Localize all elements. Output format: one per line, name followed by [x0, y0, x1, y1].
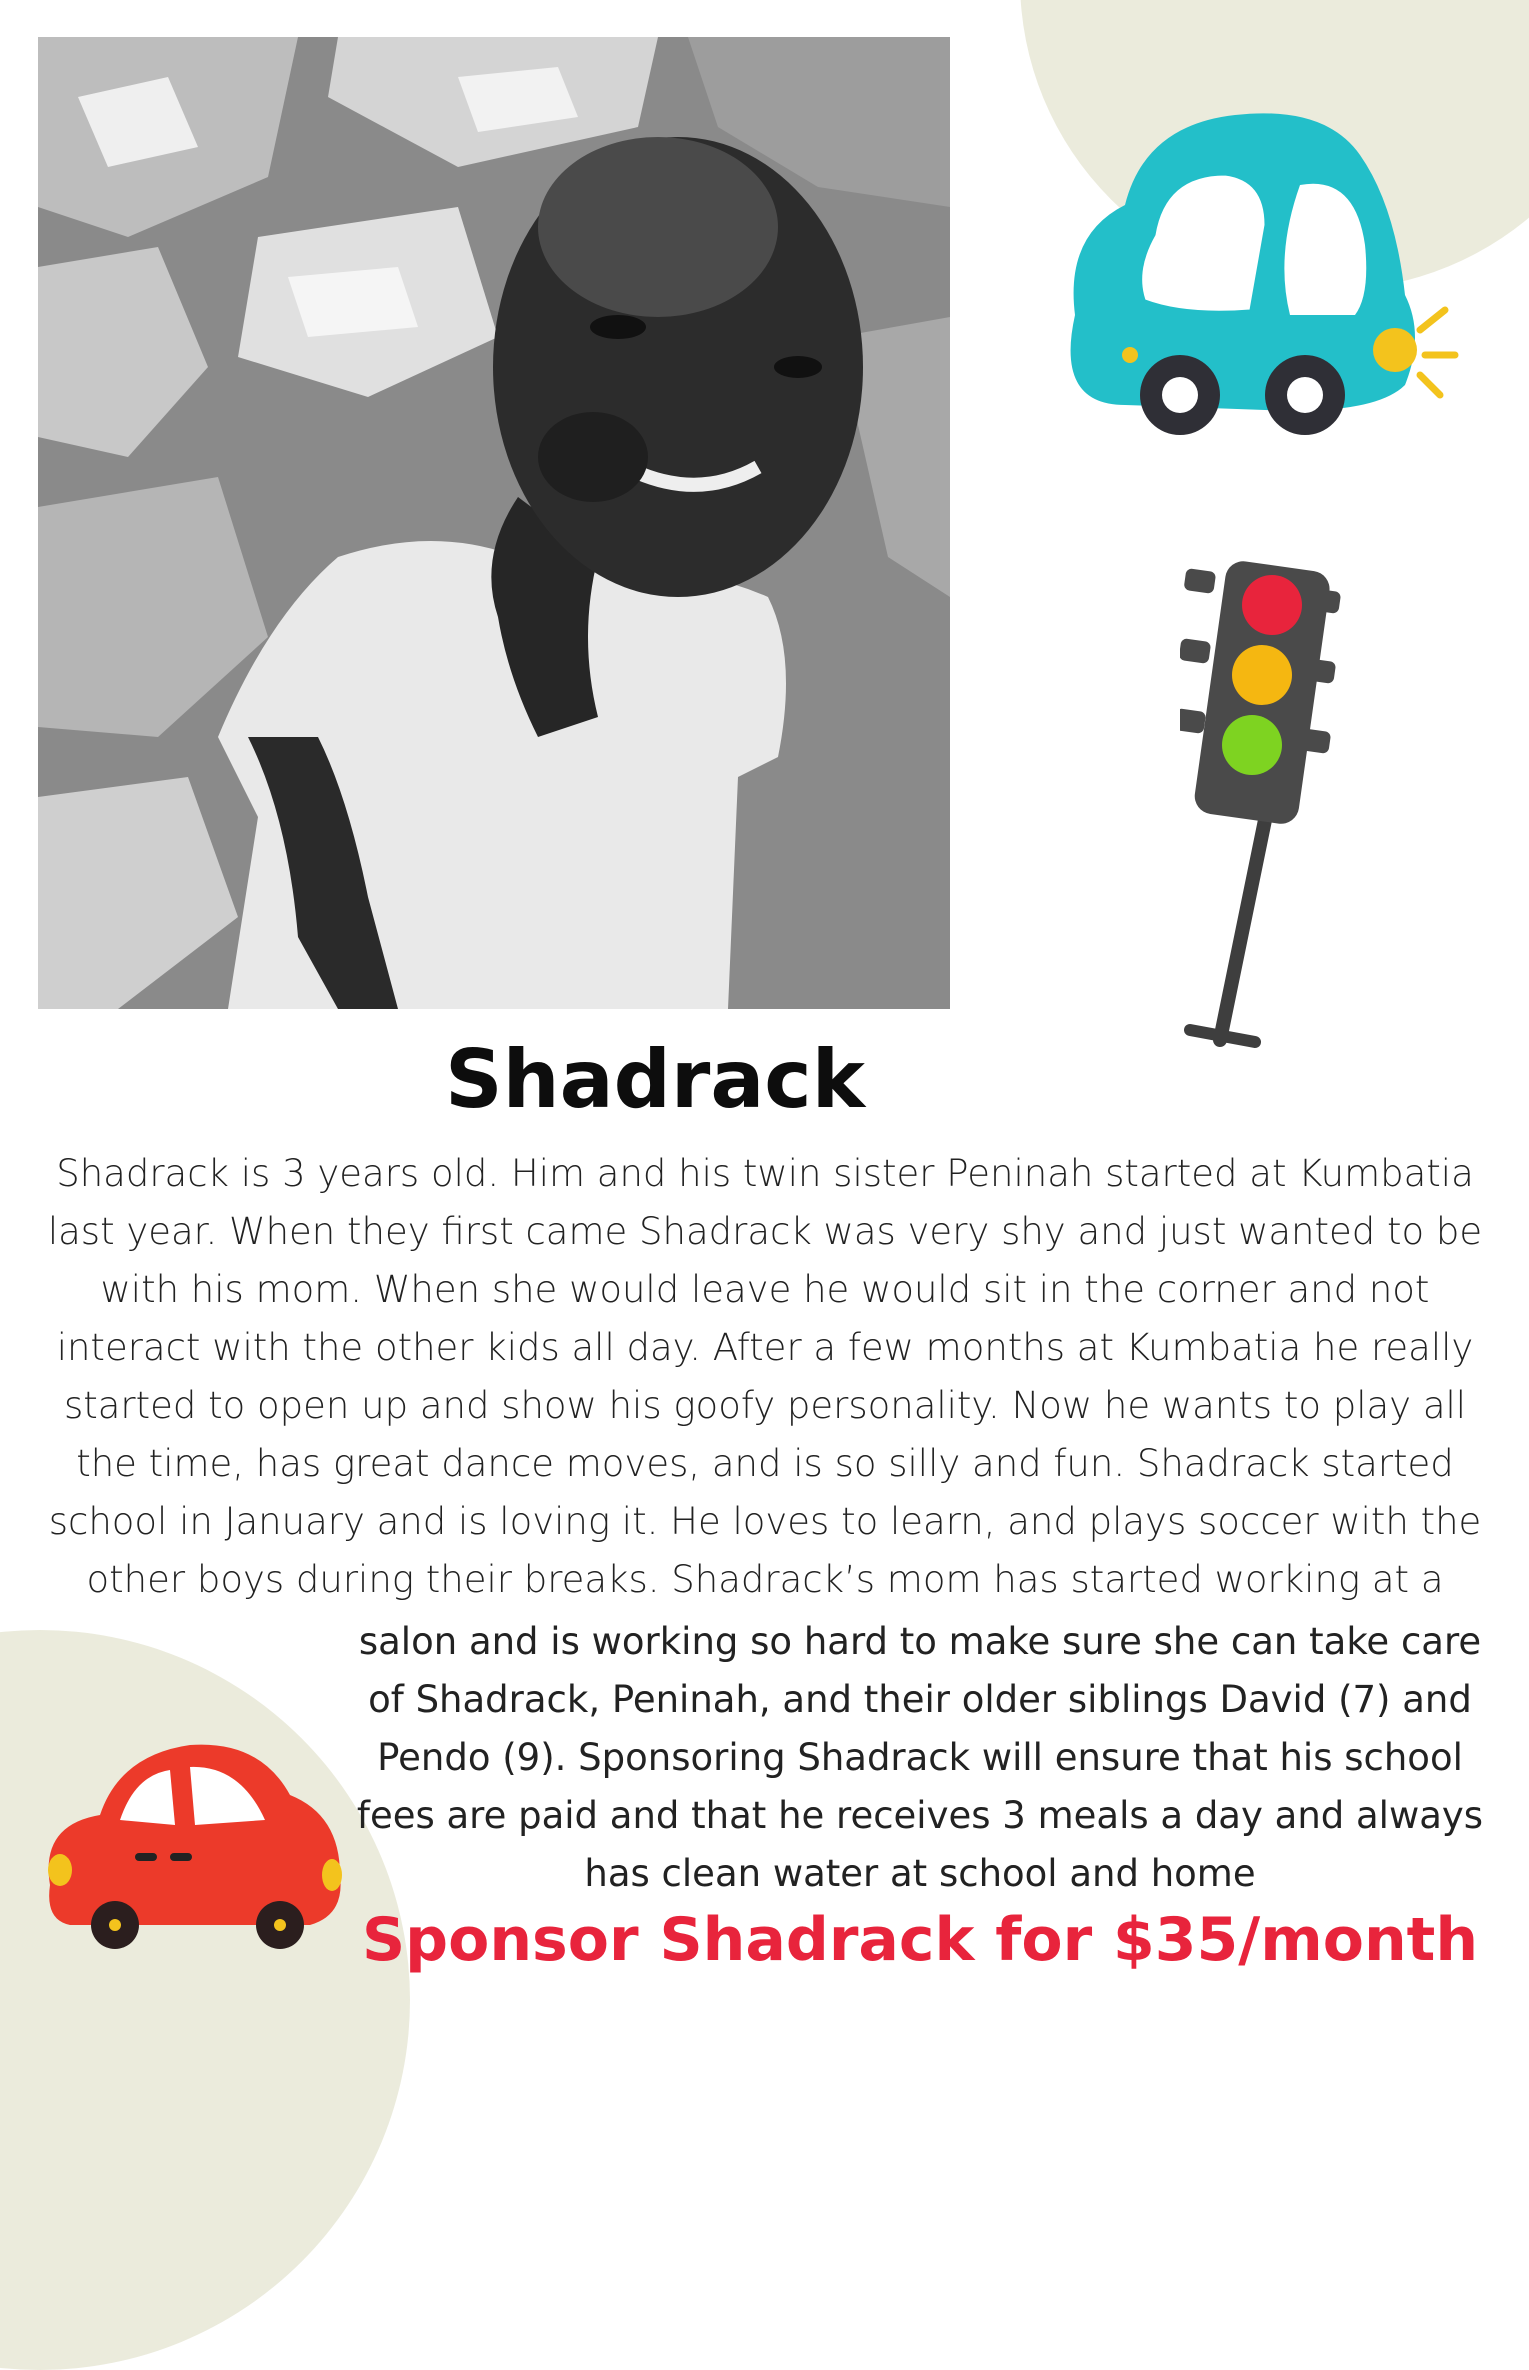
child-story-paragraph-continued: salon and is working so hard to make sure she can take care of Shadrack, Peninah, and their older siblings David (7) and Pendo (9). Sponsoring Shadrack will ensure that his school fees are paid and that he receives 3 meals a day and always has clean water at school and home [356, 1620, 1484, 1895]
traffic-light-icon [1180, 560, 1350, 1055]
sponsor-call-to-action: Sponsor Shadrack for $35/month [361, 1905, 1479, 1975]
blue-car-icon [1035, 105, 1460, 450]
child-name-heading: Shadrack [445, 1033, 865, 1126]
red-car-icon [40, 1735, 350, 1955]
child-story-paragraph: Shadrack is 3 years old. Him and his twin sister Peninah started at Kumbatia last year. When they first came Shadrack was very shy and just wanted to be with his mom. When she would leave he would sit in the corner and not interact with the other kids all day. After a few months at Kumbatia he really started to open up and show his goofy personality. Now he wants to play all the time, has great dance moves, and is so silly and fun. Shadrack started school in January and is loving it. He loves to learn, and plays soccer with the other boys during their breaks. Shadrack’s mom has started working at a [47, 1152, 1483, 1601]
child-portrait-photo [38, 37, 950, 1009]
